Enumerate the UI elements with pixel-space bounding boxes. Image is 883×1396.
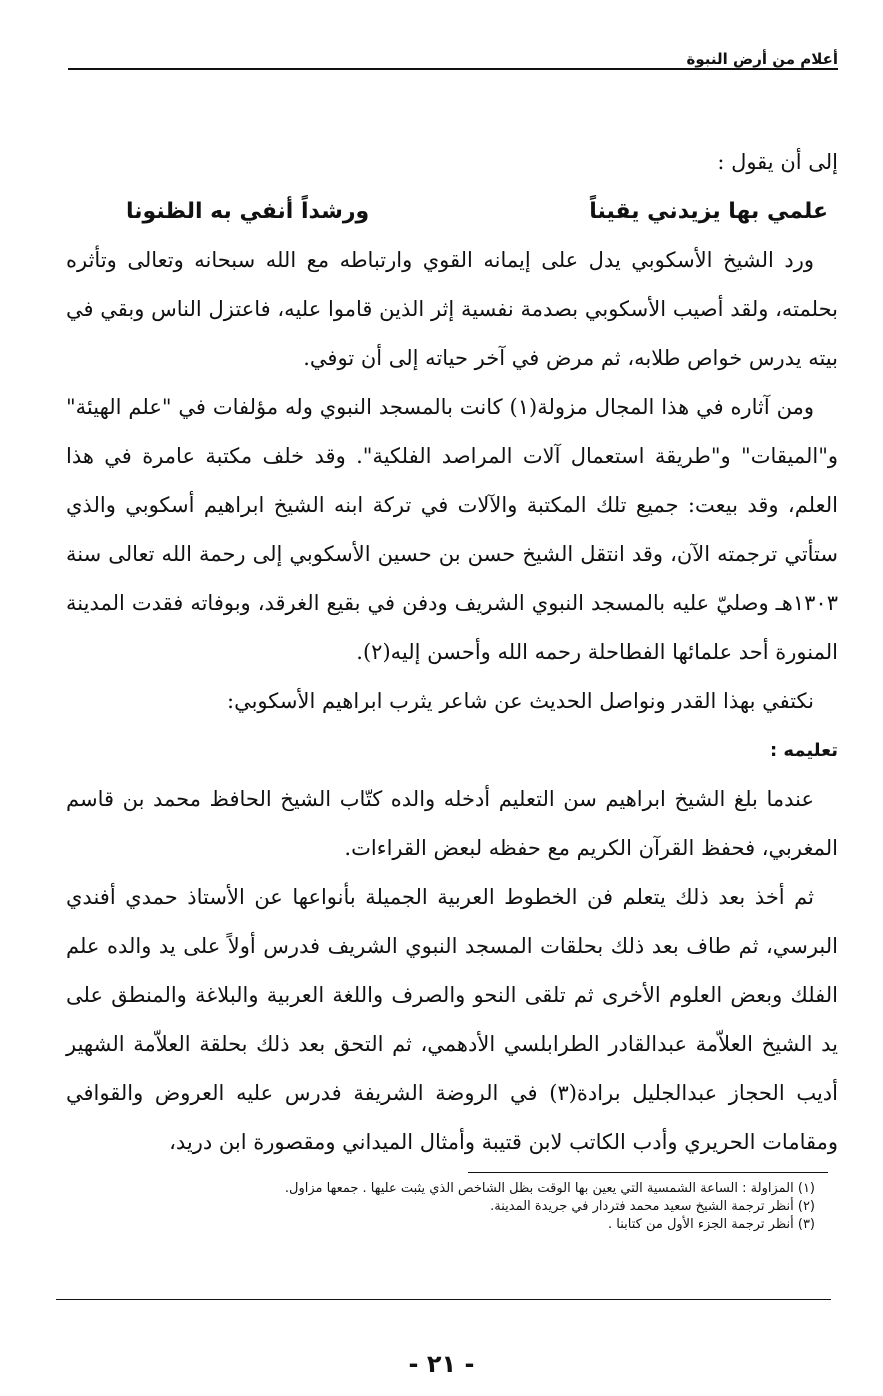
poem-hemistich-first: علمي بها يزيدني يقيناً [589, 199, 828, 224]
header-rule [68, 68, 838, 70]
page-body [66, 138, 838, 1167]
footnote: (١) المزاولة : الساعة الشمسية التي يعين بها الوقت بظل الشاخص الذي يثبت عليها . جمعها مزاول. [284, 1181, 815, 1196]
footnote-rule [468, 1172, 828, 1173]
poem-verse [66, 187, 838, 236]
poem-hemistich-second: ورشداً أنفي به الظنونا [126, 199, 370, 224]
footnotes [175, 1180, 815, 1234]
paragraph: عندما بلغ الشيخ ابراهيم سن التعليم أدخله والده كتّاب الشيخ الحافظ محمد بن قاسم المغربي، فحفظ القرآن الكريم مع حفظه لبعض القراءات. [66, 787, 838, 860]
section-heading: تعليمه : [769, 740, 838, 761]
paragraph: ورد الشيخ الأسكوبي يدل على إيمانه القوي وارتباطه مع الله سبحانه وتعالى وتأثره بحلمته، ولقد أصيب الأسكوبي بصدمة نفسية إثر الذين قاموا عليه، فاعتزل الناس وبقي في بيته يدرس خواص طلابه، ثم مرض في آخر حياته إلى أن توفي. [66, 248, 838, 370]
footnote: (٣) أنظر ترجمة الجزء الأول من كتابنا . [607, 1217, 815, 1232]
paragraph: ثم أخذ بعد ذلك يتعلم فن الخطوط العربية الجميلة بأنواعها عن الأستاذ حمدي أفندي البرسي، ثم طاف بعد ذلك بحلقات المسجد النبوي الشريف فدرس أولاً على يد والده علم الفلك وبعض العلوم الأخرى ثم تلقى النحو والصرف واللغة العربية والبلاغة والمنطق على يد الشيخ العلاّمة عبدالقادر الطرابلسي الأدهمي، ثم التحق بعد ذلك بحلقة العلاّمة الشهير أديب الحجاز عبدالجليل برادة(٣) في الروضة الشريفة فدرس عليه العروض والقوافي ومقامات الحريري وأدب الكاتب لابن قتيبة وأمثال الميداني ومقصورة ابن دريد، [66, 885, 838, 1154]
footnote: (٢) أنظر ترجمة الشيخ سعيد محمد فتردار في جريدة المدينة. [490, 1199, 815, 1214]
running-header-title: أعلام من أرض النبوة [686, 50, 838, 68]
intro-line: إلى أن يقول : [717, 150, 838, 174]
bottom-rule [56, 1299, 831, 1300]
paragraph: نكتفي بهذا القدر ونواصل الحديث عن شاعر يثرب ابراهيم الأسكوبي: [227, 689, 814, 713]
page-number: - ٢١ - [408, 1350, 475, 1378]
paragraph: ومن آثاره في هذا المجال مزولة(١) كانت بالمسجد النبوي وله مؤلفات في "علم الهيئة" و"الميقات" و"طريقة استعمال آلات المراصد الفلكية". وقد خلف مكتبة عامرة في هذا العلم، وقد بيعت: جميع تلك المكتبة والآلات في تركة ابنه الشيخ ابراهيم أسكوبي والذي ستأتي ترجمته الآن، وقد انتقل الشيخ حسن بن حسين الأسكوبي إلى رحمة الله تعالى سنة ١٣٠٣هـ وصليّ عليه بالمسجد النبوي الشريف ودفن في بقيع الغرقد، وبوفاته فقدت المدينة المنورة أحد علمائها الفطاحلة رحمه الله وأحسن إليه(٢). [66, 395, 838, 664]
